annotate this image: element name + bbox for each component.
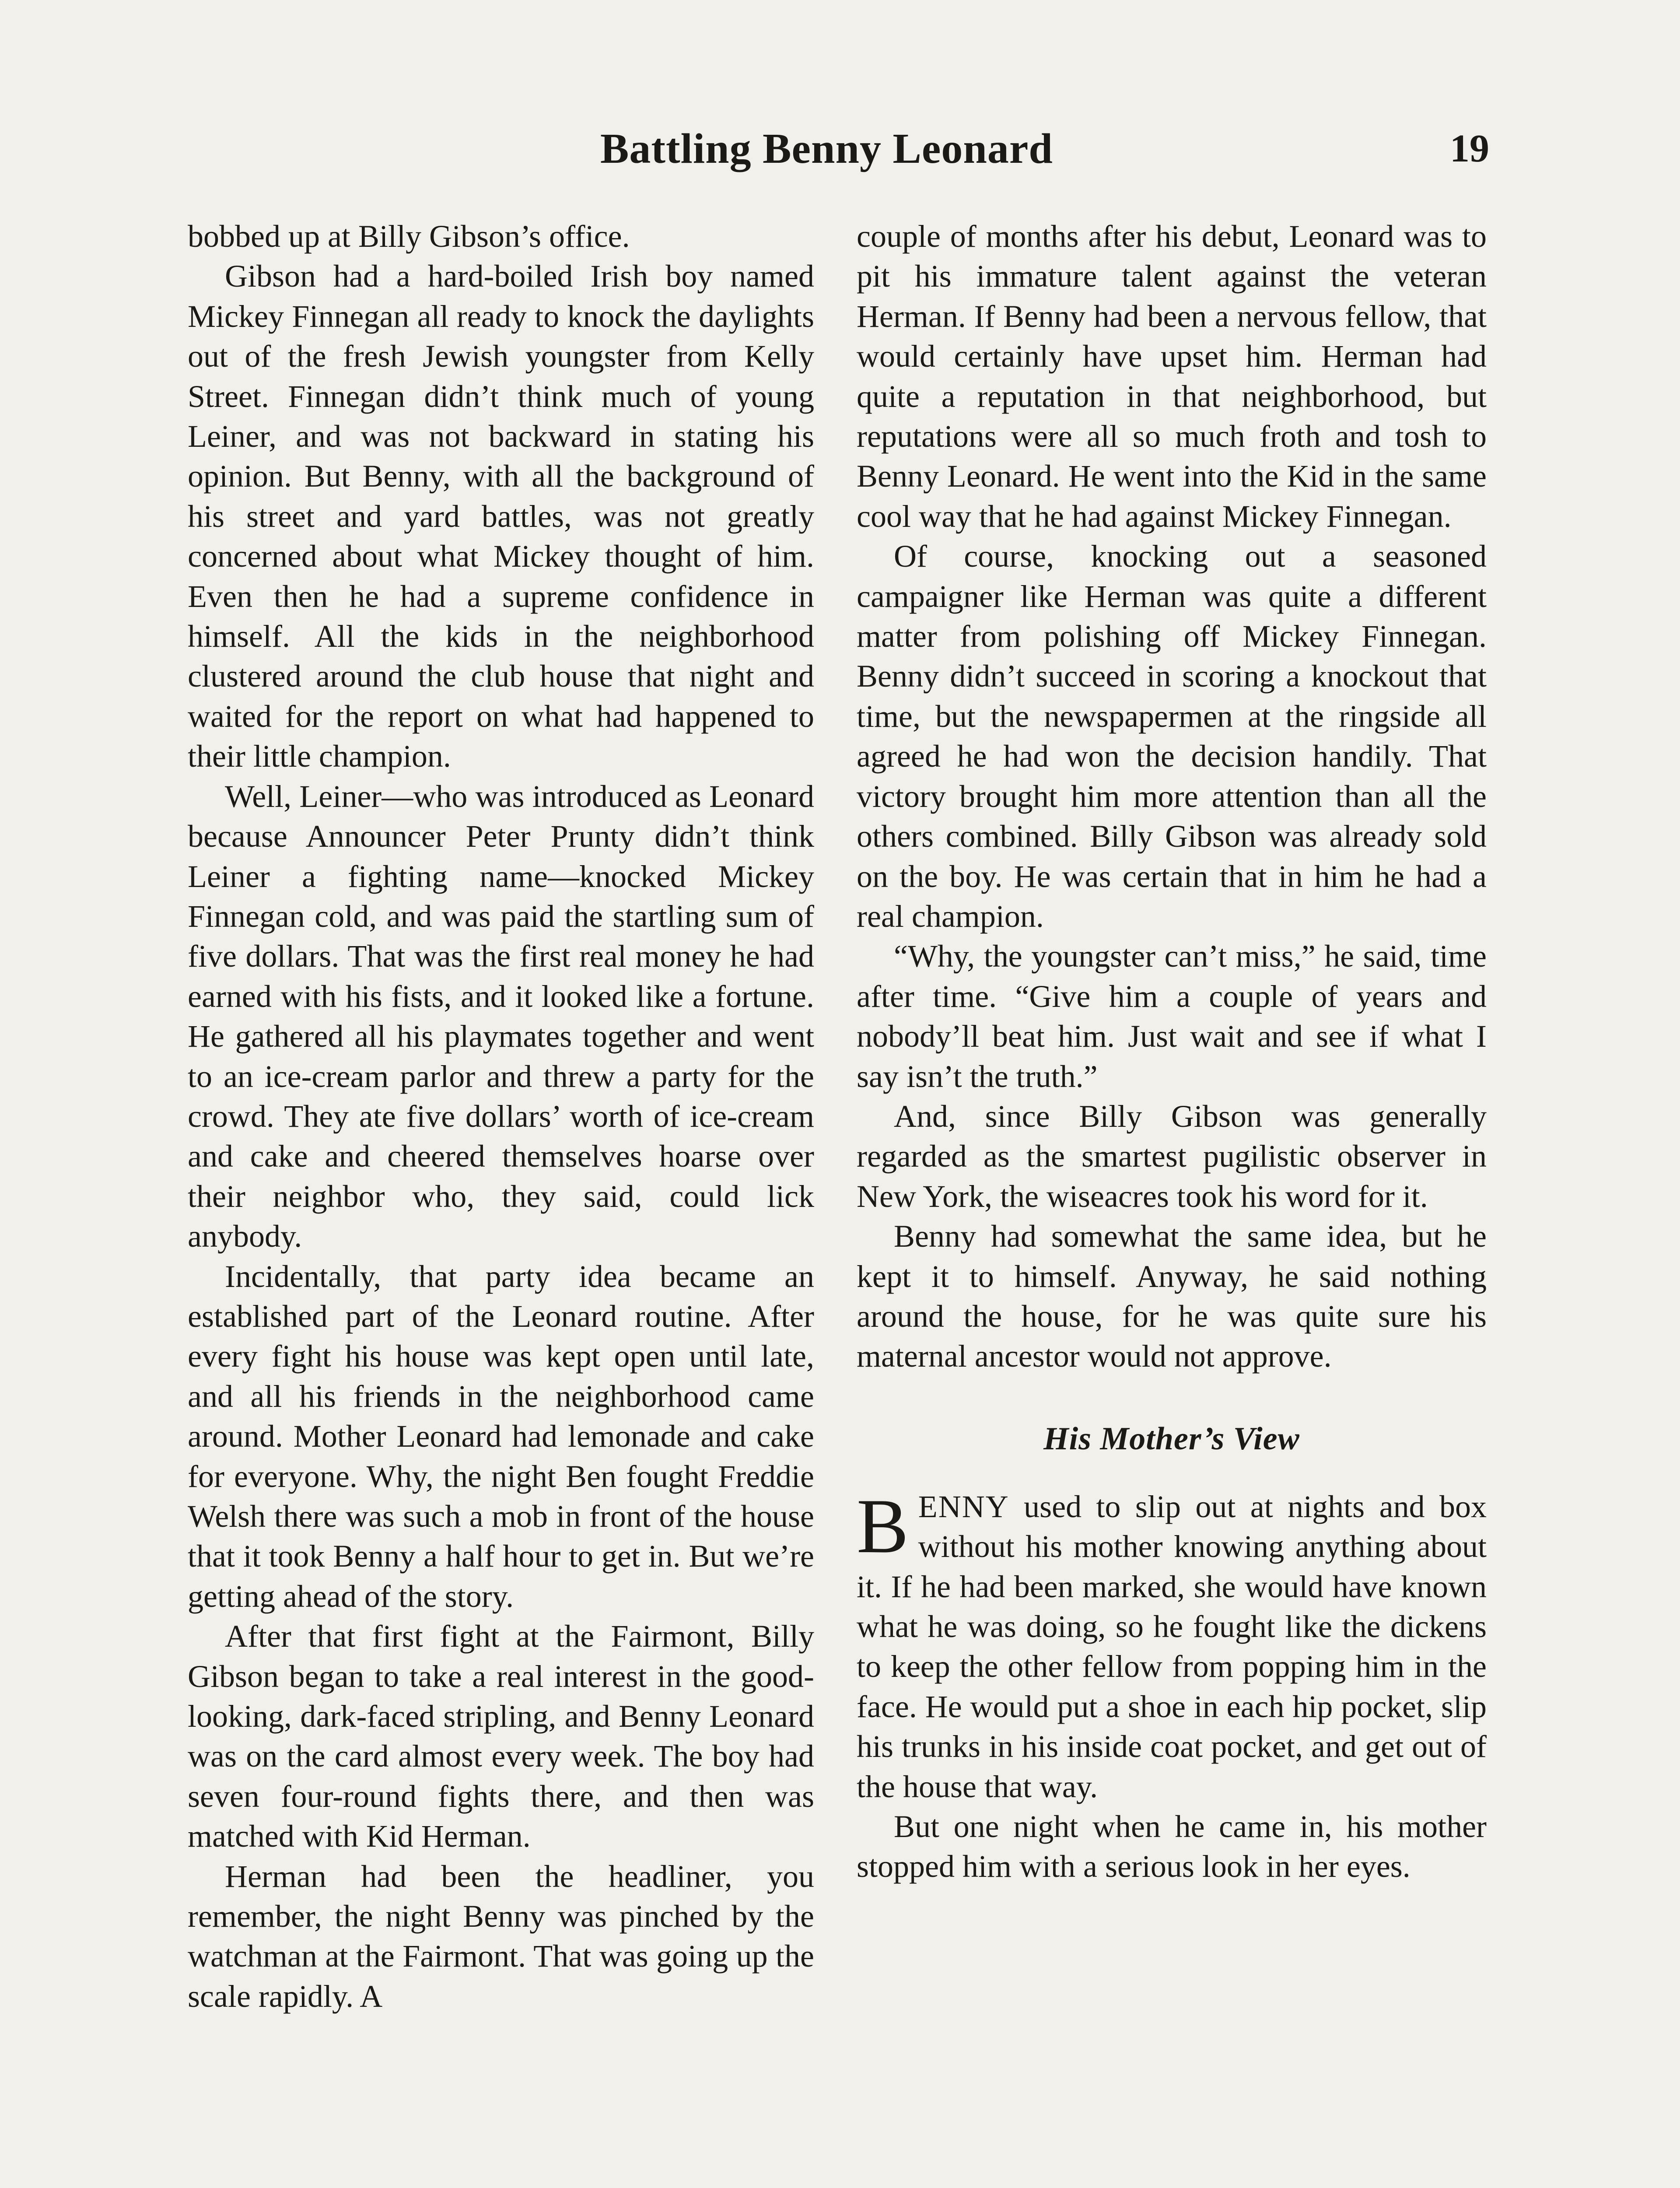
drop-cap: B xyxy=(857,1482,909,1569)
page-title: Battling Benny Leonard xyxy=(600,125,1053,172)
paragraph: Benny had somewhat the same idea, but he kept it to himself. Anyway, he said nothing around the house, for he was quite sure his maternal ancestor would not approve. xyxy=(857,1219,1487,1374)
paragraph: Well, Leiner—who was introduced as Leonard because Announcer Peter Prunty didn’t think Leiner a fighting name—knocked Mickey Finnegan cold, and was paid the startling sum of five dollars. That was the first real money he had earned with his fists, and it looked like a fortune. He gathered all his playmates together and went to an ice-cream parlor and threw a party for the crowd. They ate five dollars’ worth of ice-cream and cake and cheered themselves hoarse over their neighbor who, they said, could lick anybody. xyxy=(188,778,814,1254)
opening-word: ENNY xyxy=(918,1489,1009,1524)
paragraph-text: used to slip out at nights and box without his mother knowing anything about it. If he had been marked, she would have known what he was doing, so he fought like the dickens to keep the other fellow from popping him in the face. He would put a shoe in each hip pocket, slip his trunks in his inside coat pocket, and get out of the house that way. xyxy=(857,1489,1487,1804)
paragraph: Herman had been the headliner, you remember, the night Benny was pinched by the watchman at the Fairmont. That was going up the scale rapidly. A xyxy=(188,1858,814,2014)
paragraph: Gibson had a hard-boiled Irish boy named Mickey Finnegan all ready to knock the daylights out of the fresh Jewish youngster from Kelly Street. Finnegan didn’t think much of young Leiner, and was not backward in stating his opinion. But Benny, with all the background of his street and yard battles, was not greatly concerned about what Mickey thought of him. Even then he had a supreme confidence in himself. All the kids in the neighborhood clustered around the club house that night and waited for the report on what had happened to their little champion. xyxy=(188,259,814,774)
paragraph: couple of months after his debut, Leonard was to pit his immature talent against the veteran Herman. If Benny had been a nervous fellow, that would certainly have upset him. Herman had quite a reputation in that neighborhood, but reputations were all so much froth and tosh to Benny Leonard. He went into the Kid in the same cool way that he had against Mickey Finnegan. xyxy=(857,219,1487,534)
paragraph: “Why, the youngster can’t miss,” he said, time after time. “Give him a couple of years and nobody’ll beat him. Just wait and see if what I say isn’t the truth.” xyxy=(857,939,1487,1094)
paragraph: Incidentally, that party idea became an established part of the Leonard routine. After every fight his house was kept open until late, and all his friends in the neighborhood came around. Mother Leonard had lemonade and cake for everyone. Why, the night Ben fought Freddie Welsh there was such a mob in front of the house that it took Benny a half hour to get in. But we’re getting ahead of the story. xyxy=(188,1259,814,1614)
section-heading: His Mother’s View xyxy=(1043,1420,1300,1457)
left-column xyxy=(188,217,814,2016)
page-number: 19 xyxy=(1450,127,1489,170)
paragraph: But one night when he came in, his mother stopped him with a serious look in her eyes. xyxy=(857,1809,1487,1884)
paragraph: Of course, knocking out a seasoned campaigner like Herman was quite a different matter from polishing off Mickey Finnegan. Benny didn’t succeed in scoring a knockout that time, but the newspapermen at the ringside all agreed he had won the decision handily. That victory brought him more attention than all the others combined. Billy Gibson was already sold on the boy. He was certain that in him he had a real champion. xyxy=(857,539,1487,934)
paragraph: After that first fight at the Fairmont, Billy Gibson began to take a real interest in the good-looking, dark-faced stripling, and Benny Leonard was on the card almost every week. The boy had seven four-round fights there, and then was matched with Kid Herman. xyxy=(188,1619,814,1854)
dropcap-paragraph xyxy=(857,1482,1487,1807)
paragraph: bobbed up at Billy Gibson’s office. xyxy=(188,219,630,254)
right-column xyxy=(857,217,1487,1887)
running-head xyxy=(0,118,1680,179)
paragraph: And, since Billy Gibson was generally regarded as the smartest pugilistic observer in New York, the wiseacres took his word for it. xyxy=(857,1098,1487,1214)
